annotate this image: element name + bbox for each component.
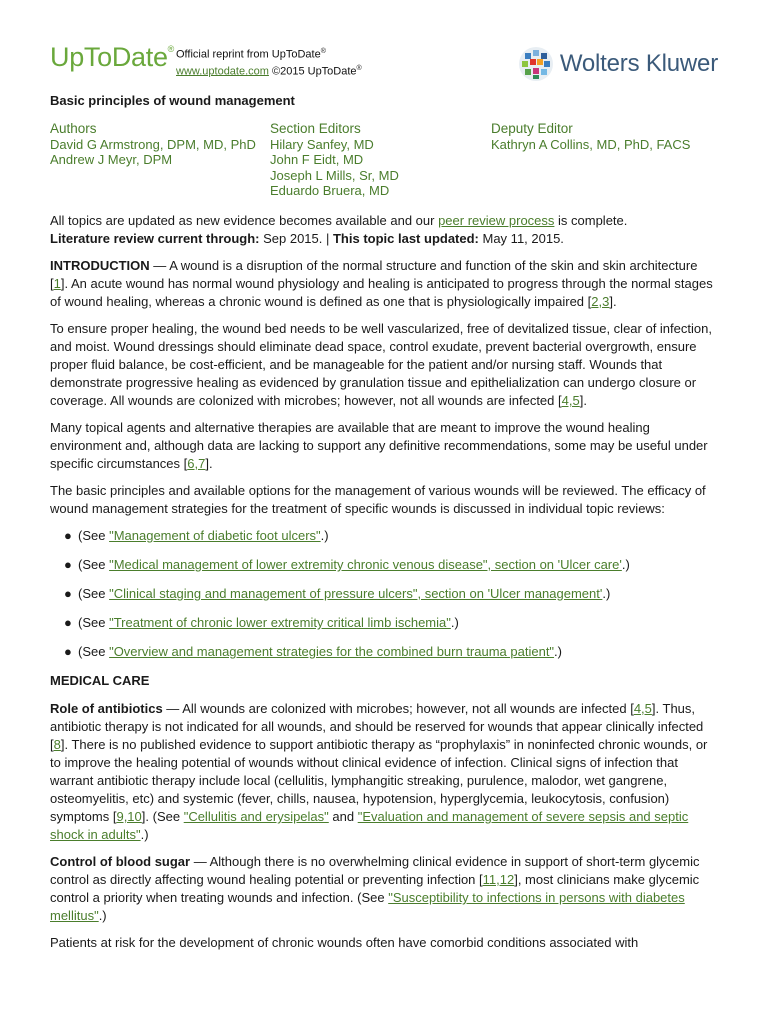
see-text: (See (78, 615, 110, 630)
medical-care-heading: MEDICAL CARE (50, 673, 150, 688)
see-text: .) (602, 586, 611, 601)
author-name[interactable]: Andrew J Meyr, DPM (50, 152, 173, 167)
paragraph-text: To ensure proper healing, the wound bed needs to be well vascularized, free of devitalized tissue, clear of infection, and moist. Wound dressings should eliminate dead space, control exudate, prevent bacterial overgrowth, ensure proper fluid balance, be cost-efficient, and be manageable for the patient and/or nursing staff. Wounds that demonstrate progressive healing as evidenced by granulation tissue and epithelialization can undergo closure or coverage. All wounds are colonized with microbes; however, not all wounds are infected [ (50, 321, 712, 408)
body-paragraph (50, 320, 718, 410)
bullet: ● (64, 586, 72, 601)
logo-text: UpToDate (50, 42, 168, 72)
list-item (64, 643, 718, 661)
list-item (64, 585, 718, 603)
bullet: ● (64, 615, 72, 630)
see-text: (See (78, 586, 110, 601)
reprint-line: Official reprint from UpToDate (176, 48, 321, 61)
body-paragraph (50, 419, 718, 473)
deputy-editor-column (491, 121, 690, 152)
paragraph-text: ]. (609, 294, 617, 309)
reference-link[interactable]: 2,3 (591, 294, 610, 309)
reference-link[interactable]: 11,12 (482, 872, 515, 887)
dash: — (190, 854, 210, 869)
list-item (64, 556, 718, 574)
editor-name[interactable]: Hilary Sanfey, MD (270, 136, 374, 152)
uptodate-logo[interactable] (50, 42, 174, 73)
section-editors-heading: Section Editors (270, 121, 361, 136)
wolters-kluwer-logo[interactable] (518, 44, 718, 84)
update-text: is complete. (554, 213, 628, 228)
editor-name[interactable]: John F Eidt, MD (270, 152, 364, 167)
page-title: Basic principles of wound management (50, 93, 295, 108)
paragraph-text: ]. There is no published evidence to support antibiotic therapy as “prophylaxis” in noninfected chronic wounds, or to improve the healing potential of wounds without clinical evidence of infection. Clinical signs of infection that warrant antibiotic therapy include local (cellulitis, lymphangitic streaking, purulence, malodor, wet gangrene, osteomyelitis, etc) and systemic (fever, chills, nausea, hypotension, hyperglycemia, leukocytosis, confusion) symptoms [ (50, 737, 708, 824)
list-item (64, 527, 718, 545)
topic-link[interactable]: "Susceptibility to infections in persons with diabetes mellitus" (50, 890, 685, 923)
intro-paragraph (50, 257, 718, 311)
paragraph-text: and (328, 809, 358, 824)
reference-link[interactable]: 1 (53, 276, 61, 291)
paragraph-text: ]. Thus, antibiotic therapy is not indicated for all wounds, and should be reserved for wounds that appear clinically infected [ (50, 701, 704, 752)
section-editors-column (270, 121, 399, 199)
reference-link[interactable]: 4,5 (633, 701, 652, 716)
see-text: (See (78, 644, 110, 659)
topic-link[interactable]: "Clinical staging and management of pressure ulcers", section on 'Ulcer management' (109, 586, 603, 601)
antibiotics-paragraph (50, 700, 718, 844)
peer-review-link[interactable]: peer review process (438, 213, 555, 228)
body-paragraph: Patients at risk for the development of chronic wounds often have comorbid conditions associated with (50, 935, 639, 950)
deputy-editor-name[interactable]: Kathryn A Collins, MD, PhD, FACS (491, 136, 691, 152)
paragraph-text: .) (140, 827, 149, 842)
reprint-notice (176, 45, 362, 78)
wolters-kluwer-globe-icon (518, 46, 554, 82)
see-text: .) (554, 644, 562, 659)
dash: — (149, 258, 170, 273)
paragraph-text: ]. (579, 393, 587, 408)
logo-registered-mark: ® (167, 44, 175, 54)
update-notice (50, 212, 718, 248)
topic-link[interactable]: "Treatment of chronic lower extremity critical limb ischemia" (109, 615, 451, 630)
copyright-text: ©2015 UpToDate (268, 65, 357, 78)
paragraph-text: Although there is no overwhelming clinical evidence in support of short-term glycemic control as directly affecting wound healing potential or preventing infection [ (50, 854, 700, 887)
paragraph-text: Many topical agents and alternative therapies are available that are meant to improve the wound healing environment and, although data are lacking to support any definitive recommendations, some may be useful under specific circumstances [ (50, 420, 708, 471)
paragraph-text: ]. An acute wound has normal wound physiology and healing is anticipated to progress through the normal stages of wound healing, whereas a chronic wound is defined as one that is physiologically impaired [ (50, 276, 713, 309)
paragraph-text: ]. (205, 456, 213, 471)
see-text: .) (320, 528, 329, 543)
author-name[interactable]: David G Armstrong, DPM, MD, PhD (50, 136, 256, 152)
deputy-editor-heading: Deputy Editor (491, 121, 573, 136)
reprint-registered-mark: ® (320, 48, 326, 55)
uptodate-url-link[interactable]: www.uptodate.com (176, 65, 269, 78)
publisher-name: Wolters Kluwer (559, 50, 718, 77)
antibiotics-heading: Role of antibiotics (50, 701, 163, 716)
dash: — (162, 701, 183, 716)
bullet: ● (64, 528, 72, 543)
see-text: (See (78, 528, 110, 543)
paragraph-text: ], most clinicians make glycemic control a priority when treating wounds and infection. (See (50, 872, 700, 905)
bullet: ● (64, 557, 72, 572)
see-text: (See (78, 557, 110, 572)
reference-link[interactable]: 4,5 (561, 393, 580, 408)
reference-link[interactable]: 6,7 (187, 456, 206, 471)
paragraph-text: All wounds are colonized with microbes; however, not all wounds are infected [ (182, 701, 634, 716)
paragraph-text: A wound is a disruption of the normal structure and function of the skin and skin architecture [ (50, 258, 698, 291)
reference-link[interactable]: 8 (53, 737, 61, 752)
intro-heading: INTRODUCTION (50, 258, 150, 273)
topic-link[interactable]: "Medical management of lower extremity chronic venous disease", section on 'Ulcer care' (109, 557, 622, 572)
editor-name[interactable]: Joseph L Mills, Sr, MD (270, 167, 399, 183)
paragraph-text: .) (98, 908, 107, 923)
copyright-registered-mark: ® (356, 64, 362, 72)
see-text: .) (450, 615, 459, 630)
lit-review-value: Sep 2015. | (259, 231, 333, 246)
topic-link[interactable]: "Management of diabetic foot ulcers" (109, 528, 321, 543)
list-item (64, 614, 718, 632)
see-text: .) (621, 557, 630, 572)
topic-link[interactable]: "Cellulitis and erysipelas" (183, 809, 329, 824)
paragraph-text: ]. (See (141, 809, 184, 824)
blood-sugar-heading: Control of blood sugar (50, 854, 191, 869)
page-header (50, 42, 718, 92)
see-also-list (50, 527, 718, 661)
body-paragraph: The basic principles and available options for the management of various wounds will be reviewed. The efficacy of wound management strategies for the treatment of specific wounds is discussed in individual topic reviews: (50, 483, 706, 516)
reference-link[interactable]: 9,10 (116, 809, 142, 824)
lit-review-label: Literature review current through: (50, 231, 260, 246)
topic-link[interactable]: "Evaluation and management of severe sepsis and septic shock in adults" (50, 809, 689, 842)
topic-link[interactable]: "Overview and management strategies for the combined burn trauma patient" (109, 644, 555, 659)
bullet: ● (64, 644, 72, 659)
last-updated-label: This topic last updated: (332, 231, 479, 246)
last-updated-value: May 11, 2015. (478, 231, 564, 246)
blood-sugar-paragraph (50, 853, 718, 925)
authors-column (50, 121, 256, 168)
update-text: All topics are updated as new evidence becomes available and our (50, 213, 439, 228)
editor-name[interactable]: Eduardo Bruera, MD (270, 183, 390, 198)
article-body (50, 212, 718, 961)
authors-heading: Authors (50, 121, 97, 136)
